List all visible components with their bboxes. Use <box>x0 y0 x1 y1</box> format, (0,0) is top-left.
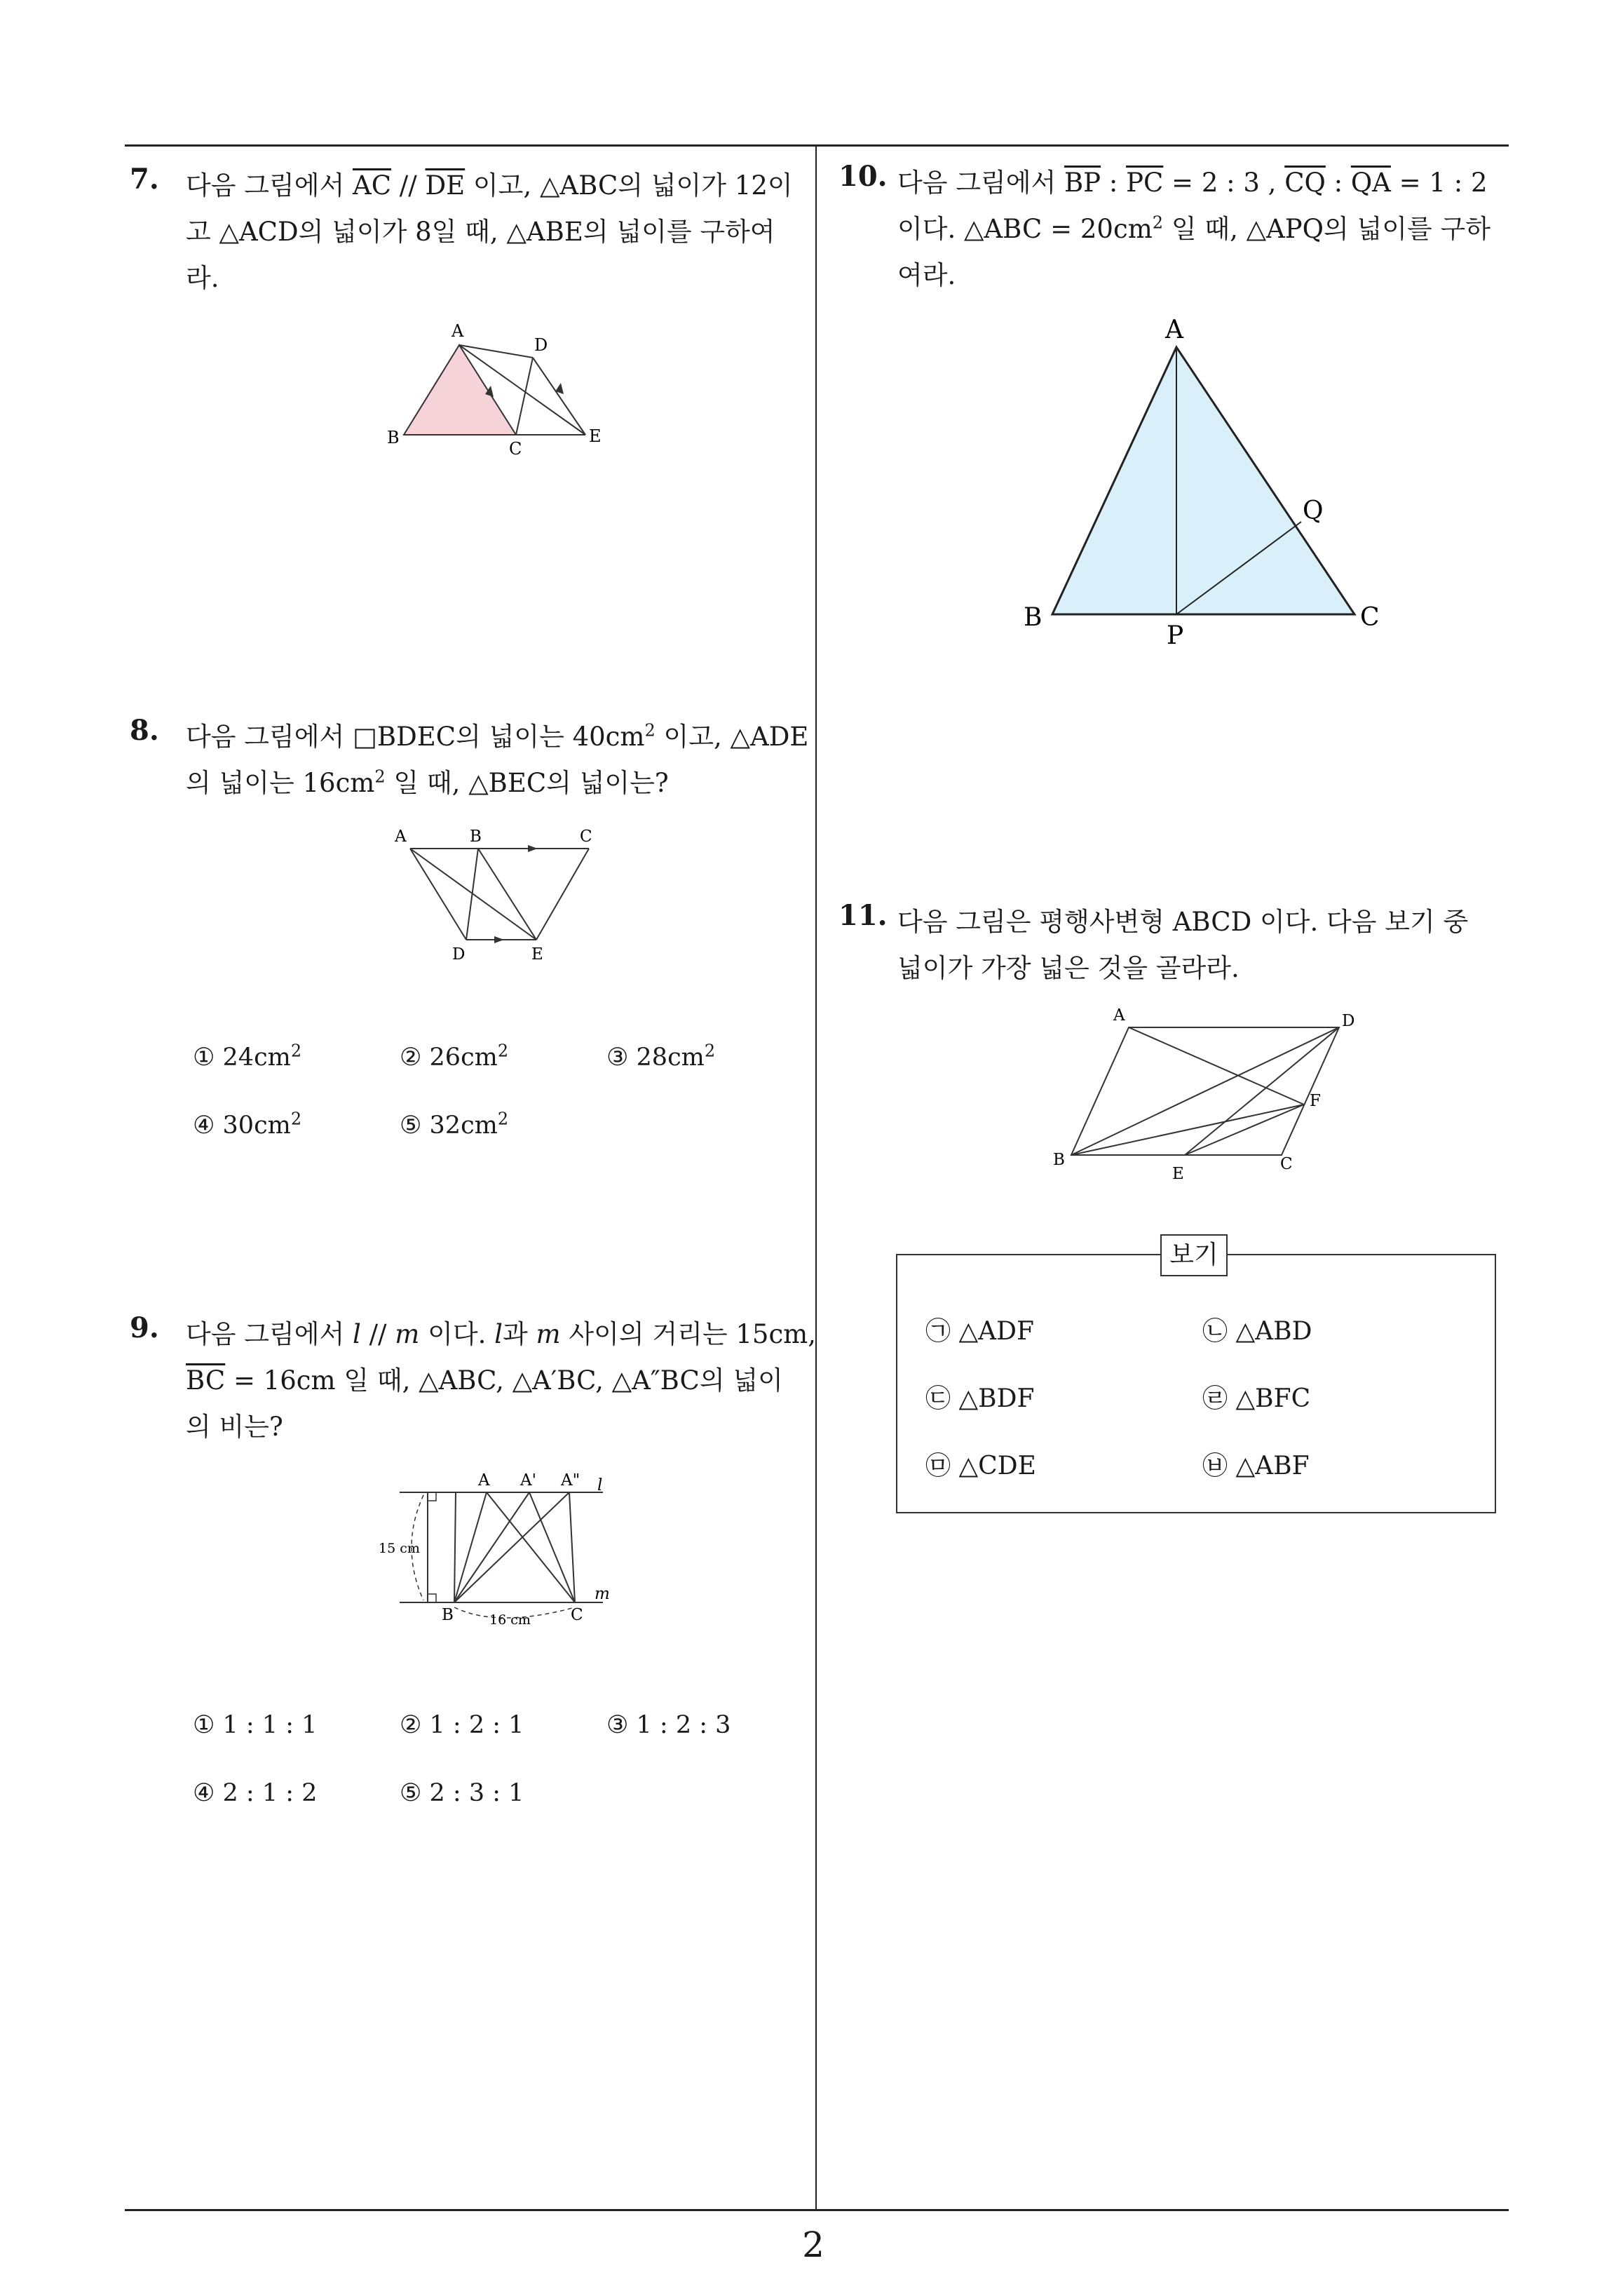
bogi-item-1[interactable] <box>925 1311 1034 1347</box>
bogi-mark: ㉠ <box>925 1317 951 1346</box>
superscript: 2 <box>374 767 386 787</box>
text-run: 다음 그림에서 <box>186 1319 353 1349</box>
superscript: 2 <box>497 1109 509 1129</box>
bogi-mark: ㉥ <box>1202 1452 1228 1480</box>
figure-9 <box>372 1466 638 1637</box>
page-number: 2 <box>802 2224 824 2265</box>
label-b: B <box>442 1606 454 1624</box>
text-run: = 1 : 2 <box>1390 168 1488 198</box>
choice-mark: ③ <box>606 1711 629 1739</box>
bogi-value: △BFC <box>1235 1384 1311 1413</box>
choice-2[interactable] <box>400 1041 509 1072</box>
superscript: 2 <box>704 1041 716 1061</box>
label-e: E <box>531 945 543 964</box>
choice-1[interactable] <box>193 1711 317 1739</box>
choice-mark: ④ <box>193 1779 215 1807</box>
choice-3[interactable] <box>606 1711 731 1739</box>
bogi-item-3[interactable] <box>925 1379 1034 1414</box>
label-c: C <box>580 828 592 846</box>
bogi-value: △CDE <box>958 1452 1036 1480</box>
label-q: Q <box>1303 497 1324 525</box>
segment-bp: $\overline{BP}$ <box>1064 168 1101 198</box>
choice-mark: ④ <box>193 1112 215 1140</box>
label-a: A <box>1113 1006 1125 1025</box>
choice-value: 1 : 2 : 1 <box>429 1711 524 1739</box>
problem-8 <box>130 714 808 806</box>
choice-value: 32cm <box>429 1112 498 1140</box>
text-run: 사이의 거리는 15cm, <box>560 1319 817 1349</box>
problem-text <box>186 714 808 806</box>
label-a: A <box>1165 316 1183 344</box>
bogi-mark: ㉣ <box>1202 1384 1228 1413</box>
label-a: A <box>395 828 407 846</box>
problem-9 <box>130 1311 816 1450</box>
choice-2[interactable] <box>400 1711 524 1739</box>
label-m: m <box>595 1585 610 1603</box>
problem-number: 8. <box>130 714 159 747</box>
label-f: F <box>1310 1092 1321 1110</box>
text-line: 라. <box>186 263 219 293</box>
choice-4[interactable] <box>193 1109 302 1140</box>
choice-mark: ⑤ <box>400 1112 422 1140</box>
label-a: A <box>478 1471 490 1490</box>
bogi-item-4[interactable] <box>1202 1379 1310 1414</box>
figure-11 <box>1045 1006 1381 1189</box>
text-run: 이고, △ADE <box>655 722 809 752</box>
label-height: 15 cm <box>379 1541 420 1556</box>
superscript: 2 <box>290 1109 302 1129</box>
problem-number: 11. <box>838 899 888 932</box>
label-c: C <box>1360 603 1380 632</box>
segment-pc: $\overline{PC}$ <box>1126 168 1164 198</box>
bogi-mark: ㉤ <box>925 1452 951 1480</box>
bogi-title: 보기 <box>1160 1234 1228 1276</box>
bottom-rule <box>125 2209 1509 2211</box>
figure-10 <box>1010 316 1402 652</box>
choice-value: 30cm <box>222 1112 291 1140</box>
parallel-sign: // <box>360 1319 395 1349</box>
text-run: 과 <box>503 1319 536 1349</box>
choice-mark: ② <box>400 1044 422 1072</box>
label-a-double-prime: A" <box>561 1471 580 1490</box>
bogi-value: △ABF <box>1235 1452 1310 1480</box>
label-p: P <box>1167 621 1184 650</box>
text-run: 다음 그림에서 <box>897 168 1064 198</box>
text-run: 일 때, △BEC의 넓이는? <box>385 768 669 798</box>
text-run: 다음 그림에서 □BDEC의 넓이는 40cm <box>186 722 645 752</box>
figure-7 <box>379 316 617 463</box>
text-run: 다음 그림에서 <box>186 170 353 201</box>
line-m: m <box>536 1319 561 1349</box>
line-l: l <box>494 1319 503 1349</box>
choice-5[interactable] <box>400 1779 524 1807</box>
choice-value: 26cm <box>429 1044 498 1072</box>
bogi-item-5[interactable] <box>925 1446 1036 1482</box>
parallel-sign: // <box>391 170 426 201</box>
bogi-item-2[interactable] <box>1202 1311 1312 1347</box>
choice-value: 1 : 2 : 3 <box>636 1711 731 1739</box>
choice-3[interactable] <box>606 1041 716 1072</box>
bogi-item-6[interactable] <box>1202 1446 1310 1482</box>
text-run: 의 넓이는 16cm <box>186 768 375 798</box>
label-l: l <box>597 1476 603 1494</box>
choice-mark: ⑤ <box>400 1779 422 1807</box>
choice-mark: ① <box>193 1044 215 1072</box>
text-run: = 16cm 일 때, △ABC, △A′BC, △A″BC의 넓이 <box>225 1365 783 1396</box>
bogi-value: △ADF <box>958 1317 1034 1346</box>
segment-qa: $\overline{QA}$ <box>1350 168 1391 198</box>
text-run: 이다. △ABC = 20cm <box>897 214 1153 244</box>
label-d: D <box>534 335 548 355</box>
text-line: 여라. <box>897 260 956 290</box>
figure-8 <box>389 821 606 968</box>
problem-text <box>186 163 793 302</box>
problem-11 <box>838 899 1468 992</box>
choice-value: 2 : 1 : 2 <box>222 1779 318 1807</box>
problem-text <box>897 899 1468 992</box>
choice-mark: ② <box>400 1711 422 1739</box>
segment-cq: $\overline{CQ}$ <box>1284 168 1326 198</box>
segment-ac: $\overline{AC}$ <box>352 170 392 201</box>
label-d: D <box>452 945 466 964</box>
text-run: 이고, △ABC의 넓이가 12이 <box>465 170 793 201</box>
label-e: E <box>589 426 602 446</box>
superscript: 2 <box>290 1041 302 1061</box>
choice-1[interactable] <box>193 1041 302 1072</box>
problem-10 <box>838 160 1490 299</box>
label-b: B <box>1053 1151 1065 1169</box>
choice-value: 28cm <box>636 1044 705 1072</box>
text-run: = 2 : 3 , <box>1163 168 1285 198</box>
bogi-value: △ABD <box>1235 1317 1312 1346</box>
label-c: C <box>509 439 522 459</box>
choice-mark: ① <box>193 1711 215 1739</box>
label-b: B <box>470 828 482 846</box>
problem-text <box>897 160 1490 299</box>
text-run: : <box>1101 168 1127 198</box>
column-divider <box>815 146 817 2210</box>
label-a: A <box>451 321 464 341</box>
text-line: 넓이가 가장 넓은 것을 골라라. <box>897 953 1240 983</box>
line-l: l <box>352 1319 361 1349</box>
superscript: 2 <box>1152 212 1164 233</box>
problem-text <box>186 1311 816 1450</box>
text-line: 의 비는? <box>186 1412 283 1442</box>
choice-mark: ③ <box>606 1044 629 1072</box>
choice-4[interactable] <box>193 1779 317 1807</box>
text-run: 이다. <box>419 1319 495 1349</box>
problem-7 <box>130 163 793 302</box>
problem-number: 10. <box>838 160 888 193</box>
superscript: 2 <box>644 720 656 741</box>
bogi-mark: ㉡ <box>1202 1317 1228 1346</box>
segment-de: $\overline{DE}$ <box>425 170 466 201</box>
label-a-prime: A' <box>520 1471 536 1490</box>
choice-5[interactable] <box>400 1109 509 1140</box>
choice-value: 2 : 3 : 1 <box>429 1779 524 1807</box>
choice-value: 1 : 1 : 1 <box>222 1711 318 1739</box>
text-line: 다음 그림은 평행사변형 ABCD 이다. 다음 보기 중 <box>897 907 1469 937</box>
label-d: D <box>1342 1012 1355 1030</box>
bogi-value: △BDF <box>958 1384 1035 1413</box>
label-c: C <box>571 1606 583 1624</box>
label-b: B <box>1024 603 1043 632</box>
top-rule <box>125 144 1509 147</box>
bogi-mark: ㉢ <box>925 1384 951 1413</box>
text-run: 일 때, △APQ의 넓이를 구하 <box>1163 214 1490 244</box>
choice-value: 24cm <box>222 1044 291 1072</box>
problem-number: 7. <box>130 163 159 196</box>
label-b: B <box>387 428 400 447</box>
text-run: : <box>1325 168 1351 198</box>
text-line: 고 △ACD의 넓이가 8일 때, △ABE의 넓이를 구하여 <box>186 217 775 247</box>
superscript: 2 <box>497 1041 509 1061</box>
segment-bc: $\overline{BC}$ <box>186 1365 226 1396</box>
problem-number: 9. <box>130 1311 159 1344</box>
label-c: C <box>1280 1155 1293 1173</box>
label-base: 16 cm <box>489 1612 531 1628</box>
label-e: E <box>1172 1165 1184 1183</box>
line-m: m <box>395 1319 420 1349</box>
